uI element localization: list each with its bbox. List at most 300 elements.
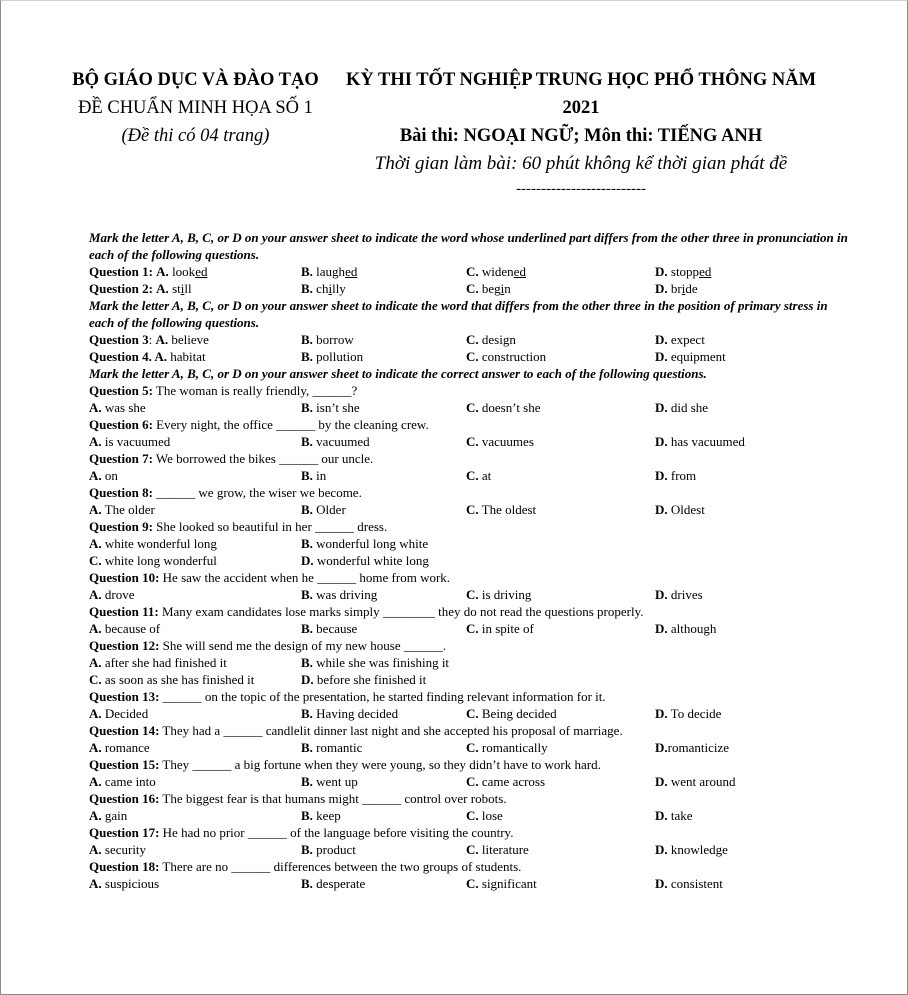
option-letter: A.: [156, 281, 169, 296]
option-text: laugh: [312, 264, 346, 279]
options-row: [89, 875, 849, 892]
option-text: went up: [312, 774, 358, 789]
option-a[interactable]: [89, 773, 301, 790]
option-text: significant: [478, 876, 537, 891]
option-text: habitat: [167, 349, 206, 364]
option-b[interactable]: [301, 399, 466, 416]
question-11: [89, 603, 849, 620]
options-row: [89, 467, 849, 484]
question-text: Every night, the office ______ by the cleaning crew.: [152, 417, 429, 432]
option-letter: B.: [301, 468, 313, 483]
option-c[interactable]: [466, 399, 655, 416]
option-c[interactable]: [466, 331, 655, 348]
option-letter: B.: [301, 655, 313, 670]
question-18: [89, 858, 849, 875]
option-c[interactable]: [466, 739, 655, 756]
option-text: was driving: [312, 587, 378, 602]
option-text: white wonderful long: [101, 536, 217, 551]
option-letter: D.: [655, 349, 668, 364]
option-c[interactable]: [466, 875, 655, 892]
option-letter: A.: [89, 740, 102, 755]
question-text: There are no ______ differences between the two groups of students.: [159, 859, 522, 874]
question-label: Question 10:: [89, 570, 160, 585]
option-b[interactable]: [301, 586, 466, 603]
option-text: Having decided: [312, 706, 399, 721]
option-d[interactable]: [655, 467, 805, 484]
question-label: Question 18:: [89, 859, 160, 874]
option-letter: A.: [89, 434, 102, 449]
option-text: vacuumed: [312, 434, 370, 449]
option-c[interactable]: [466, 620, 655, 637]
question-text: She looked so beautiful in her ______ dress.: [152, 519, 388, 534]
question-4: [89, 348, 849, 365]
option-letter: C.: [466, 434, 479, 449]
option-letter: B.: [301, 808, 313, 823]
time-note: Thời gian làm bài: 60 phút không kể thời gian phát đề: [374, 153, 788, 174]
option-d[interactable]: [655, 841, 805, 858]
question-label: Question 1:: [89, 264, 153, 279]
option-letter: A.: [89, 808, 102, 823]
option-text: has vacuumed: [667, 434, 745, 449]
option-text: look: [168, 264, 196, 279]
options-row: [89, 620, 849, 637]
exam-title: KỲ THI TỐT NGHIỆP TRUNG HỌC PHỔ THÔNG NĂM 2021: [345, 70, 817, 118]
option-letter: A.: [89, 536, 102, 551]
option-text: doesn’t she: [478, 400, 541, 415]
option-a[interactable]: [89, 263, 301, 280]
option-letter: C.: [466, 400, 479, 415]
underlined-part: i: [681, 281, 686, 296]
option-a[interactable]: [89, 654, 301, 671]
underlined-part: ed: [345, 264, 358, 279]
options-row: [89, 433, 849, 450]
option-text: design: [478, 332, 516, 347]
options-row: [89, 807, 849, 824]
option-text: was she: [101, 400, 146, 415]
option-letter: B.: [301, 876, 313, 891]
question-6: [89, 416, 849, 433]
options-row: [89, 705, 849, 722]
option-letter: A.: [89, 468, 102, 483]
option-text: after she had finished it: [101, 655, 227, 670]
option-letter: C.: [466, 349, 479, 364]
option-text: br: [667, 281, 682, 296]
option-d[interactable]: [655, 773, 805, 790]
option-b[interactable]: [301, 433, 466, 450]
option-d[interactable]: [655, 620, 805, 637]
option-letter: D.: [655, 434, 668, 449]
option-d[interactable]: [655, 263, 805, 280]
option-text: came into: [101, 774, 156, 789]
option-b[interactable]: [301, 773, 466, 790]
question-label: Question 3: [89, 332, 149, 347]
options-row: [89, 552, 849, 569]
question-8: [89, 484, 849, 501]
option-letter: D.: [301, 672, 314, 687]
underlined-part: i: [180, 281, 185, 296]
option-c[interactable]: [466, 467, 655, 484]
options-row: [89, 586, 849, 603]
option-c[interactable]: [466, 807, 655, 824]
option-text: Decided: [101, 706, 149, 721]
options-row: [89, 654, 849, 671]
instruction-pronunciation: Mark the letter A, B, C, or D on your answer sheet to indicate the word whose underlined part differs from the other three in pronunciation in each of the following questions.: [89, 230, 848, 262]
question-text: She will send me the design of my new house ______.: [159, 638, 447, 653]
option-letter: C.: [89, 672, 102, 687]
option-letter: B.: [301, 502, 313, 517]
option-text: equipment: [667, 349, 726, 364]
question-label: Question 5:: [89, 383, 153, 398]
option-c[interactable]: [89, 671, 301, 688]
option-text: because: [312, 621, 358, 636]
option-text: went around: [667, 774, 736, 789]
option-letter: D.: [655, 876, 668, 891]
option-d[interactable]: [655, 875, 805, 892]
option-letter: D.: [655, 842, 668, 857]
option-letter: A.: [89, 502, 102, 517]
option-letter: A.: [89, 587, 102, 602]
option-text: de: [685, 281, 698, 296]
option-c[interactable]: [466, 433, 655, 450]
option-letter: C.: [466, 281, 479, 296]
option-letter: D.: [655, 332, 668, 347]
option-text: pollution: [312, 349, 364, 364]
header-left: [68, 66, 323, 150]
question-3: [89, 331, 849, 348]
header-divider: --------------------------: [516, 181, 646, 197]
underlined-part: ed: [513, 264, 526, 279]
option-a[interactable]: [89, 348, 301, 365]
option-letter: A.: [89, 876, 102, 891]
option-a[interactable]: [89, 705, 301, 722]
option-d[interactable]: [655, 739, 805, 756]
option-letter: A.: [155, 332, 169, 347]
option-text: before she finished it: [313, 672, 427, 687]
question-label: Question 14:: [89, 723, 160, 738]
options-row: [89, 671, 849, 688]
option-text: desperate: [312, 876, 366, 891]
option-letter: B.: [301, 740, 313, 755]
exam-code: ĐỀ CHUẨN MINH HỌA SỐ 1: [78, 98, 313, 118]
option-c[interactable]: [466, 263, 655, 280]
option-text: widen: [478, 264, 514, 279]
option-letter: A.: [89, 842, 102, 857]
question-label: Question 15:: [89, 757, 160, 772]
option-letter: A.: [89, 774, 102, 789]
option-letter: C.: [466, 740, 479, 755]
option-text: in: [312, 468, 327, 483]
header-right: [326, 66, 836, 200]
option-b[interactable]: [301, 875, 466, 892]
option-text: romance: [101, 740, 150, 755]
question-label: Question 9:: [89, 519, 153, 534]
option-text: because of: [101, 621, 161, 636]
question-label: Question 6:: [89, 417, 153, 432]
option-a[interactable]: [89, 841, 301, 858]
underlined-part: ed: [699, 264, 712, 279]
question-5: [89, 382, 849, 399]
option-text: beg: [478, 281, 501, 296]
question-label: Question 4. A.: [89, 349, 168, 364]
ministry-name: BỘ GIÁO DỤC VÀ ĐÀO TẠO: [72, 70, 319, 90]
underlined-part: ed: [195, 264, 208, 279]
option-letter: B.: [301, 536, 313, 551]
question-text: The biggest fear is that humans might ______ control over robots.: [159, 791, 507, 806]
option-letter: D.: [655, 468, 668, 483]
option-text: gain: [101, 808, 128, 823]
option-letter: D.: [655, 281, 668, 296]
option-letter: B.: [301, 349, 313, 364]
question-16: [89, 790, 849, 807]
option-text: The older: [101, 502, 155, 517]
option-a[interactable]: [89, 399, 301, 416]
question-text: They ______ a big fortune when they were young, so they didn’t have to work hard.: [159, 757, 601, 772]
option-b[interactable]: [301, 654, 466, 671]
question-label: Question 8:: [89, 485, 153, 500]
option-text: on: [101, 468, 118, 483]
option-a[interactable]: [89, 331, 301, 348]
option-a[interactable]: [89, 280, 301, 297]
option-letter: C.: [466, 808, 479, 823]
option-a[interactable]: [89, 535, 301, 552]
option-text: while she was finishing it: [312, 655, 450, 670]
option-letter: B.: [301, 332, 313, 347]
question-label: Question 13:: [89, 689, 160, 704]
option-c[interactable]: [466, 586, 655, 603]
option-b[interactable]: [301, 348, 466, 365]
option-letter: C.: [466, 774, 479, 789]
option-text: consistent: [667, 876, 723, 891]
option-d[interactable]: [655, 399, 805, 416]
option-d[interactable]: [655, 433, 805, 450]
option-text: is driving: [478, 587, 532, 602]
question-2: [89, 280, 849, 297]
option-text: from: [667, 468, 697, 483]
option-text: drove: [101, 587, 135, 602]
option-c[interactable]: [466, 501, 655, 518]
option-text: did she: [667, 400, 709, 415]
option-text: keep: [312, 808, 341, 823]
option-letter: B.: [301, 774, 313, 789]
option-b[interactable]: [301, 263, 466, 280]
underlined-part: i: [328, 281, 333, 296]
option-letter: A.: [156, 264, 169, 279]
option-text: lose: [478, 808, 503, 823]
option-letter: C.: [89, 553, 102, 568]
option-letter: A.: [89, 706, 102, 721]
question-label: Question 2:: [89, 281, 153, 296]
option-letter: C.: [466, 706, 479, 721]
option-letter: D.: [655, 808, 668, 823]
option-text: in spite of: [478, 621, 534, 636]
options-row: [89, 739, 849, 756]
option-text: knowledge: [667, 842, 728, 857]
question-15: [89, 756, 849, 773]
option-text: as soon as she has finished it: [101, 672, 255, 687]
option-d[interactable]: [655, 807, 805, 824]
option-letter: D.: [655, 587, 668, 602]
option-letter: C.: [466, 876, 479, 891]
option-b[interactable]: [301, 280, 466, 297]
question-text: He saw the accident when he ______ home from work.: [159, 570, 451, 585]
option-a[interactable]: [89, 875, 301, 892]
question-text: The woman is really friendly, ______?: [152, 383, 358, 398]
option-letter: C.: [466, 621, 479, 636]
option-letter: D.: [655, 706, 668, 721]
question-label: Question 7:: [89, 451, 153, 466]
option-a[interactable]: [89, 586, 301, 603]
option-letter: D.: [655, 740, 668, 755]
exam-body: [89, 229, 849, 892]
option-a[interactable]: [89, 467, 301, 484]
question-7: [89, 450, 849, 467]
options-row: [89, 773, 849, 790]
question-17: [89, 824, 849, 841]
question-14: [89, 722, 849, 739]
option-letter: D.: [655, 400, 668, 415]
question-list: [89, 382, 849, 892]
option-text: drives: [667, 587, 703, 602]
option-text: take: [667, 808, 693, 823]
option-text: ll: [184, 281, 192, 296]
option-letter: D.: [655, 502, 668, 517]
option-letter: D.: [655, 621, 668, 636]
option-text: borrow: [312, 332, 354, 347]
option-a[interactable]: [89, 620, 301, 637]
option-letter: B.: [301, 842, 313, 857]
option-text: romantically: [478, 740, 548, 755]
question-text: ______ we grow, the wiser we become.: [152, 485, 362, 500]
option-b[interactable]: [301, 620, 466, 637]
option-letter: D.: [301, 553, 314, 568]
question-text: They had a ______ candlelit dinner last night and she accepted his proposal of marriage.: [159, 723, 623, 738]
question-label: Question 17:: [89, 825, 160, 840]
option-text: is vacuumed: [101, 434, 171, 449]
option-c[interactable]: [466, 841, 655, 858]
option-letter: B.: [301, 587, 313, 602]
option-b[interactable]: [301, 807, 466, 824]
option-c[interactable]: [89, 552, 301, 569]
question-13: [89, 688, 849, 705]
options-row: [89, 501, 849, 518]
option-c[interactable]: [466, 773, 655, 790]
question-12: [89, 637, 849, 654]
option-letter: C.: [466, 468, 479, 483]
question-label: Question 16:: [89, 791, 160, 806]
option-text: stopp: [667, 264, 700, 279]
option-text: although: [667, 621, 717, 636]
question-9: [89, 518, 849, 535]
question-text: He had no prior ______ of the language before visiting the country.: [159, 825, 514, 840]
option-c[interactable]: [466, 705, 655, 722]
option-b[interactable]: [301, 331, 466, 348]
option-text: construction: [478, 349, 547, 364]
option-d[interactable]: [655, 280, 805, 297]
option-letter: B.: [301, 281, 313, 296]
option-letter: C.: [466, 842, 479, 857]
option-letter: C.: [466, 587, 479, 602]
question-text: ______ on the topic of the presentation, he started finding relevant information for it.: [159, 689, 606, 704]
option-d[interactable]: [655, 501, 805, 518]
option-d[interactable]: [301, 552, 466, 569]
instruction-grammar: Mark the letter A, B, C, or D on your answer sheet to indicate the correct answer to each of the following questions.: [89, 366, 707, 381]
option-text: literature: [478, 842, 529, 857]
option-d[interactable]: [655, 586, 805, 603]
option-letter: A.: [89, 655, 102, 670]
question-text: We borrowed the bikes ______ our uncle.: [152, 451, 374, 466]
option-text: product: [312, 842, 356, 857]
option-b[interactable]: [301, 535, 466, 552]
option-letter: B.: [301, 264, 313, 279]
option-a[interactable]: [89, 807, 301, 824]
option-text: at: [478, 468, 492, 483]
option-text: wonderful long white: [312, 536, 429, 551]
option-letter: C.: [466, 502, 479, 517]
option-text: romantic: [312, 740, 363, 755]
option-b[interactable]: [301, 467, 466, 484]
instruction-stress: Mark the letter A, B, C, or D on your answer sheet to indicate the word that differs from the other three in the position of primary stress in each of the following questions.: [89, 298, 828, 330]
underlined-part: i: [500, 281, 505, 296]
option-letter: D.: [655, 264, 668, 279]
option-text: expect: [667, 332, 705, 347]
option-text: n: [504, 281, 511, 296]
option-letter: D.: [655, 774, 668, 789]
option-text: lly: [332, 281, 346, 296]
option-text: came across: [478, 774, 546, 789]
options-row: [89, 535, 849, 552]
option-d[interactable]: [301, 671, 466, 688]
option-letter: B.: [301, 400, 313, 415]
option-b[interactable]: [301, 501, 466, 518]
option-text: ch: [312, 281, 329, 296]
option-a[interactable]: [89, 433, 301, 450]
option-text: wonderful white long: [313, 553, 429, 568]
option-letter: C.: [466, 332, 479, 347]
option-d[interactable]: [655, 705, 805, 722]
option-letter: B.: [301, 434, 313, 449]
option-letter: B.: [301, 621, 313, 636]
question-label: Question 11:: [89, 604, 159, 619]
option-b[interactable]: [301, 841, 466, 858]
option-a[interactable]: [89, 739, 301, 756]
option-text: suspicious: [101, 876, 160, 891]
option-text: security: [101, 842, 147, 857]
page-note: (Đề thi có 04 trang): [121, 126, 270, 146]
option-text: white long wonderful: [101, 553, 217, 568]
question-1: [89, 263, 849, 280]
option-text: To decide: [667, 706, 722, 721]
option-c[interactable]: [466, 348, 655, 365]
option-letter: A.: [89, 400, 102, 415]
option-text: The oldest: [478, 502, 537, 517]
exam-subject: Bài thi: NGOẠI NGỮ; Môn thi: TIẾNG ANH: [399, 126, 763, 146]
question-label: Question 12:: [89, 638, 160, 653]
option-a[interactable]: [89, 501, 301, 518]
option-text: : A. believe: [148, 332, 209, 347]
question-10: [89, 569, 849, 586]
options-row: [89, 841, 849, 858]
option-text: Being decided: [478, 706, 557, 721]
option-letter: B.: [301, 706, 313, 721]
option-b[interactable]: [301, 705, 466, 722]
option-c[interactable]: [466, 280, 655, 297]
option-text: vacuumes: [478, 434, 534, 449]
option-d[interactable]: [655, 348, 805, 365]
option-text: st: [168, 281, 181, 296]
option-d[interactable]: [655, 331, 805, 348]
option-letter: A.: [89, 621, 102, 636]
option-b[interactable]: [301, 739, 466, 756]
